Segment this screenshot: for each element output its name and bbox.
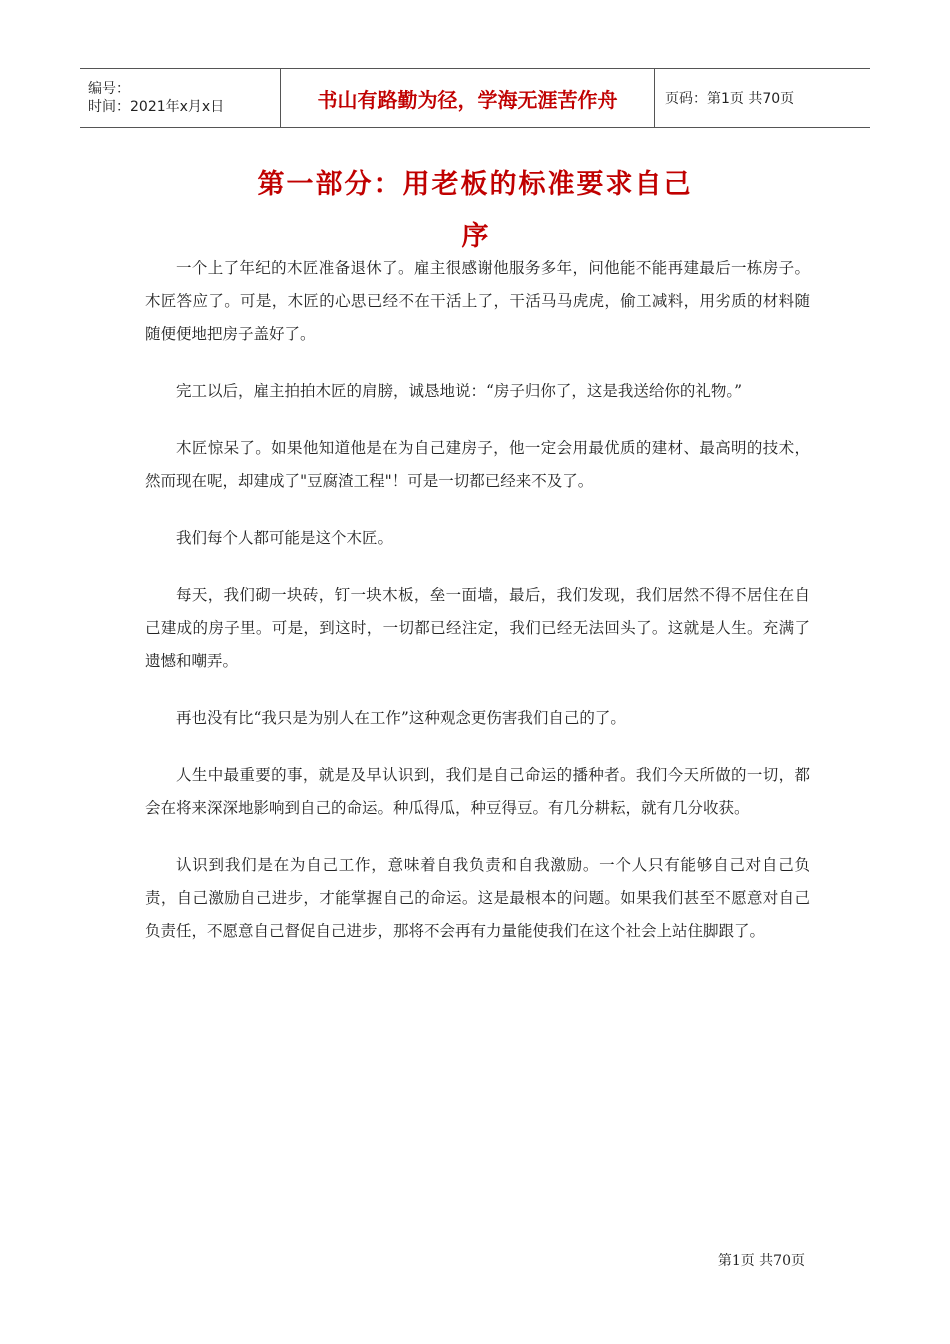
body-paragraph: 人生中最重要的事，就是及早认识到，我们是自己命运的播种者。我们今天所做的一切，都会在将来深深地影响到自己的命运。种瓜得瓜，种豆得豆。有几分耕耘，就有几分收获。 (145, 766, 810, 817)
body-paragraph: 一个上了年纪的木匠准备退休了。雇主很感谢他服务多年，问他能不能再建最后一栋房子。木匠答应了。可是，木匠的心思已经不在干活上了，干活马马虎虎，偷工减料，用劣质的材料随随便便地把房子盖好了。 (145, 259, 810, 343)
document-header (80, 68, 870, 128)
body-paragraph: 完工以后，雇主拍拍木匠的肩膀，诚恳地说：“房子归你了，这是我送给你的礼物。” (176, 382, 743, 400)
section-subtitle: 序 (461, 221, 489, 252)
document-title: 第一部分：用老板的标准要求自己 (257, 169, 693, 200)
header-motto: 书山有路勤为径，学海无涯苦作舟 (281, 69, 655, 127)
body-paragraph: 我们每个人都可能是这个木匠。 (176, 529, 394, 547)
document-time-label: 时间：2021年x月x日 (88, 99, 225, 115)
document-body (145, 252, 810, 972)
document-number-label: 编号： (88, 81, 130, 97)
page-footer: 第1页 共70页 (717, 1253, 805, 1269)
body-paragraph: 木匠惊呆了。如果他知道他是在为自己建房子，他一定会用最优质的建材、最高明的技术，然而现在呢，却建成了"豆腐渣工程"！可是一切都已经来不及了。 (145, 439, 810, 490)
header-page-info: 页码：第1页 共70页 (665, 91, 795, 107)
body-paragraph: 每天，我们砌一块砖，钉一块木板，垒一面墙，最后，我们发现，我们居然不得不居住在自己建成的房子里。可是，到这时，一切都已经注定，我们已经无法回头了。这就是人生。充满了遗憾和嘲弄。 (145, 586, 810, 670)
body-paragraph: 认识到我们是在为自己工作，意味着自我负责和自我激励。一个人只有能够自己对自己负责，自己激励自己进步，才能掌握自己的命运。这是最根本的问题。如果我们甚至不愿意对自己负责任，不愿意自己督促自己进步，那将不会再有力量能使我们在这个社会上站住脚跟了。 (145, 856, 810, 940)
header-meta (80, 69, 281, 127)
body-paragraph: 再也没有比“我只是为别人在工作”这种观念更伤害我们自己的了。 (176, 709, 626, 727)
